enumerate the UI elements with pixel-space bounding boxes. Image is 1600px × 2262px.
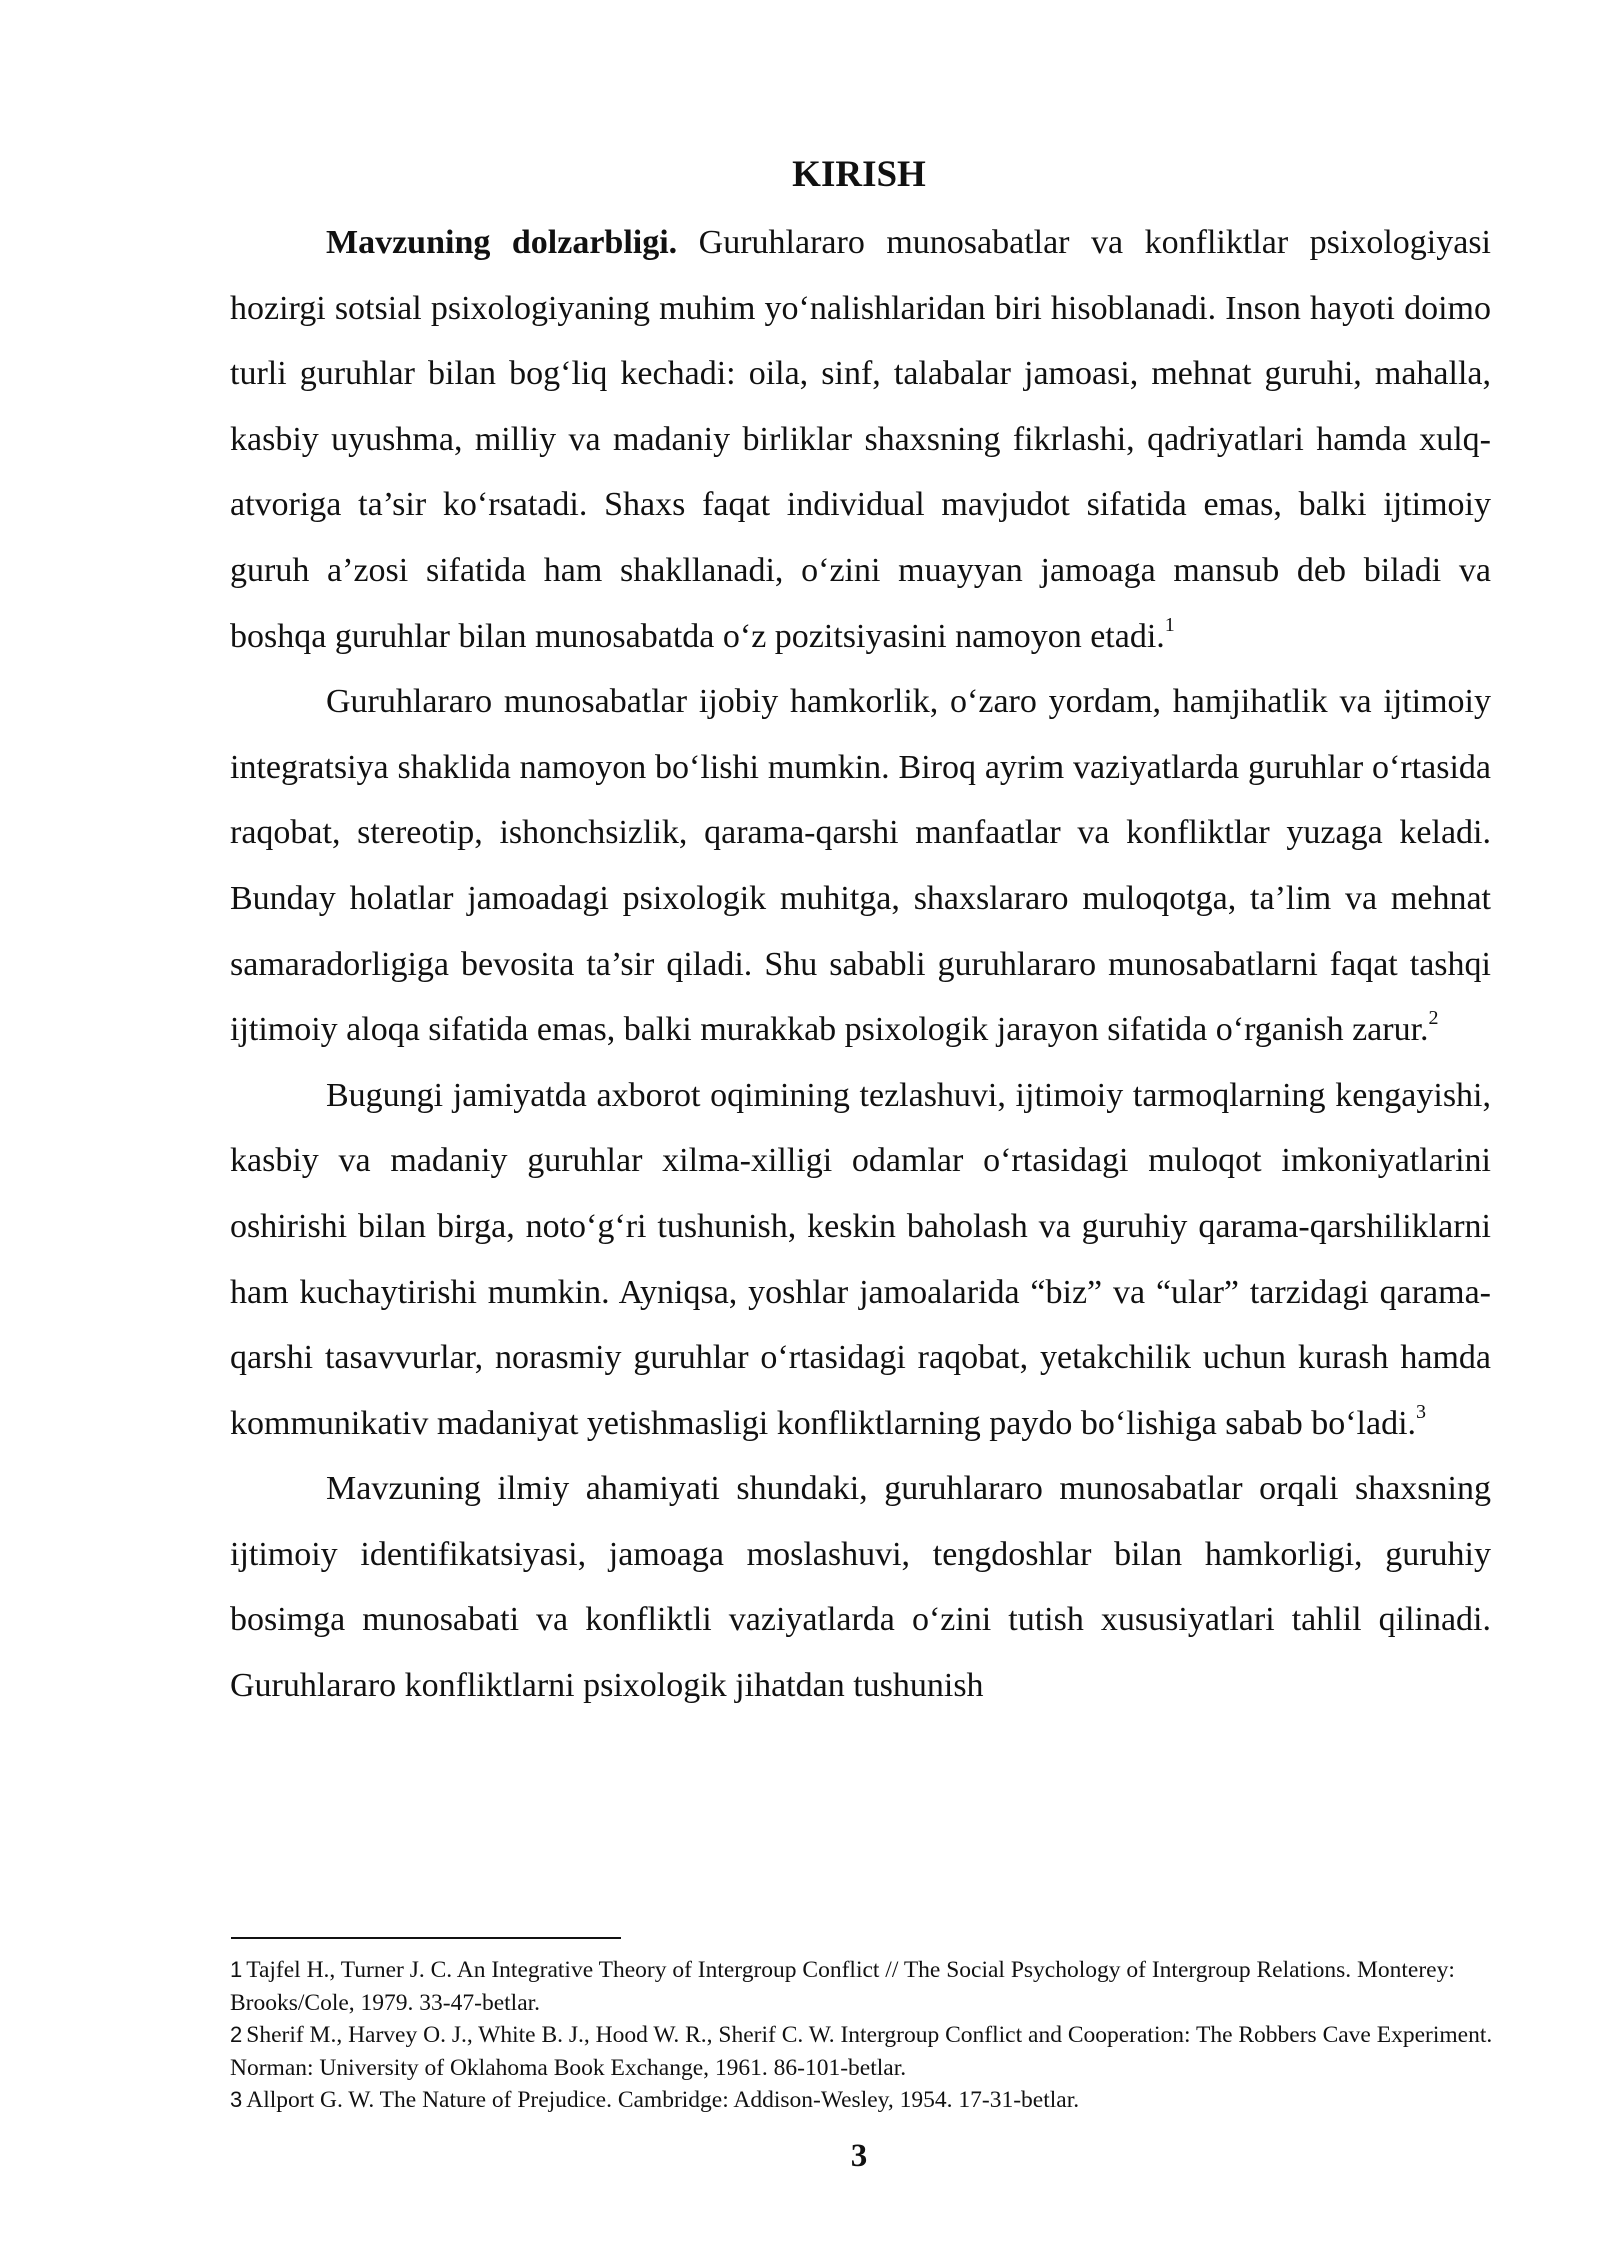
paragraph-modern-society xyxy=(230,1063,1491,1457)
footnote-number: 3 xyxy=(230,2087,243,2112)
footnote-reference: 3 xyxy=(1416,1400,1427,1423)
footnote-text: Sherif M., Harvey O. J., White B. J., Hood W. R., Sherif C. W. Intergroup Conflict and Cooperation: The Robbers Cave Experiment. Norman: University of Oklahoma Book Exchange, 1961. 86-101-betlar. xyxy=(230,2022,1493,2081)
paragraph-relevance xyxy=(230,210,1491,669)
footnote-reference: 1 xyxy=(1164,613,1175,636)
page-number: 3 xyxy=(850,2138,868,2174)
footnotes xyxy=(230,1954,1500,2117)
footnote-text: Tajfel H., Turner J. C. An Integrative Theory of Intergroup Conflict // The Social Psychology of Intergroup Relations. Monterey: Brooks/Cole, 1979. 33-47-betlar. xyxy=(230,1957,1455,2016)
footnote-separator xyxy=(231,1937,621,1939)
paragraph-lead: Mavzuning dolzarbligi. xyxy=(326,224,678,261)
paragraph-text: Bugungi jamiyatda axborot oqimining tezlashuvi, ijtimoiy tarmoqlarning kengayishi, kasbiy va madaniy guruhlar xilma-xilligi odamlar o‘rtasidagi muloqot imkoniyatlarini oshirishi bilan birga, noto‘g‘ri tushunish, keskin baholash va guruhiy qarama-qarshiliklarni ham kuchaytirishi mumkin. Ayniqsa, yoshlar jamoalarida “biz” va “ular” tarzidagi qarama-qarshi tasavvurlar, norasmiy guruhlar o‘rtasidagi raqobat, yetakchilik uchun kurash hamda kommunikativ madaniyat yetishmasligi konfliktlarning paydo bo‘lishiga sabab bo‘ladi. xyxy=(230,1076,1491,1442)
paragraph-text: Guruhlararo munosabatlar ijobiy hamkorlik, o‘zaro yordam, hamjihatlik va ijtimoiy integratsiya shaklida namoyon bo‘lishi mumkin. Biroq ayrim vaziyatlarda guruhlar o‘rtasida raqobat, stereotip, ishonchsizlik, qarama-qarshi manfaatlar va konfliktlar yuzaga keladi. Bunday holatlar jamoadagi psixologik muhitga, shaxslararo muloqotga, ta’lim va mehnat samaradorligiga bevosita ta’sir qiladi. Shu sababli guruhlararo munosabatlarni faqat tashqi ijtimoiy aloqa sifatida emas, balki murakkab psixologik jarayon sifatida o‘rganish zarur. xyxy=(230,683,1491,1049)
footnote xyxy=(230,2019,1500,2084)
footnote-number: 1 xyxy=(230,1957,243,1982)
footnote-text: Allport G. W. The Nature of Prejudice. Cambridge: Addison-Wesley, 1954. 17-31-betlar. xyxy=(246,2087,1080,2113)
body-text xyxy=(230,210,1491,1719)
footnote xyxy=(230,2084,1500,2117)
footnote-reference: 2 xyxy=(1428,1007,1439,1030)
paragraph-text: Guruhlararo munosabatlar va konfliktlar psixologiyasi hozirgi sotsial psixologiyaning muhim yo‘nalishlaridan biri hisoblanadi. Inson hayoti doimo turli guruhlar bilan bog‘liq kechadi: oila, sinf, talabalar jamoasi, mehnat guruhi, mahalla, kasbiy uyushma, milliy va madaniy birliklar shaxsning fikrlashi, qadriyatlari hamda xulq-atvoriga ta’sir ko‘rsatadi. Shaxs faqat individual mavjudot sifatida emas, balki ijtimoiy guruh a’zosi sifatida ham shakllanadi, o‘zini muayyan jamoaga mansub deb biladi va boshqa guruhlar bilan munosabatda o‘z pozitsiyasini namoyon etadi. xyxy=(230,224,1491,655)
paragraph-intergroup-relations xyxy=(230,669,1491,1063)
paragraph-scientific-significance xyxy=(230,1456,1491,1718)
paragraph-text: Mavzuning ilmiy ahamiyati shundaki, guruhlararo munosabatlar orqali shaxsning ijtimoiy identifikatsiyasi, jamoaga moslashuvi, tengdoshlar bilan hamkorligi, guruhiy bosimga munosabati va konfliktli vaziyatlarda o‘zini tutish xususiyatlari tahlil qilinadi. Guruhlararo konfliktlarni psixologik jihatdan tushunish xyxy=(230,1470,1491,1705)
section-heading: KIRISH xyxy=(792,154,926,195)
footnote-number: 2 xyxy=(230,2022,243,2047)
footnote xyxy=(230,1954,1500,2019)
